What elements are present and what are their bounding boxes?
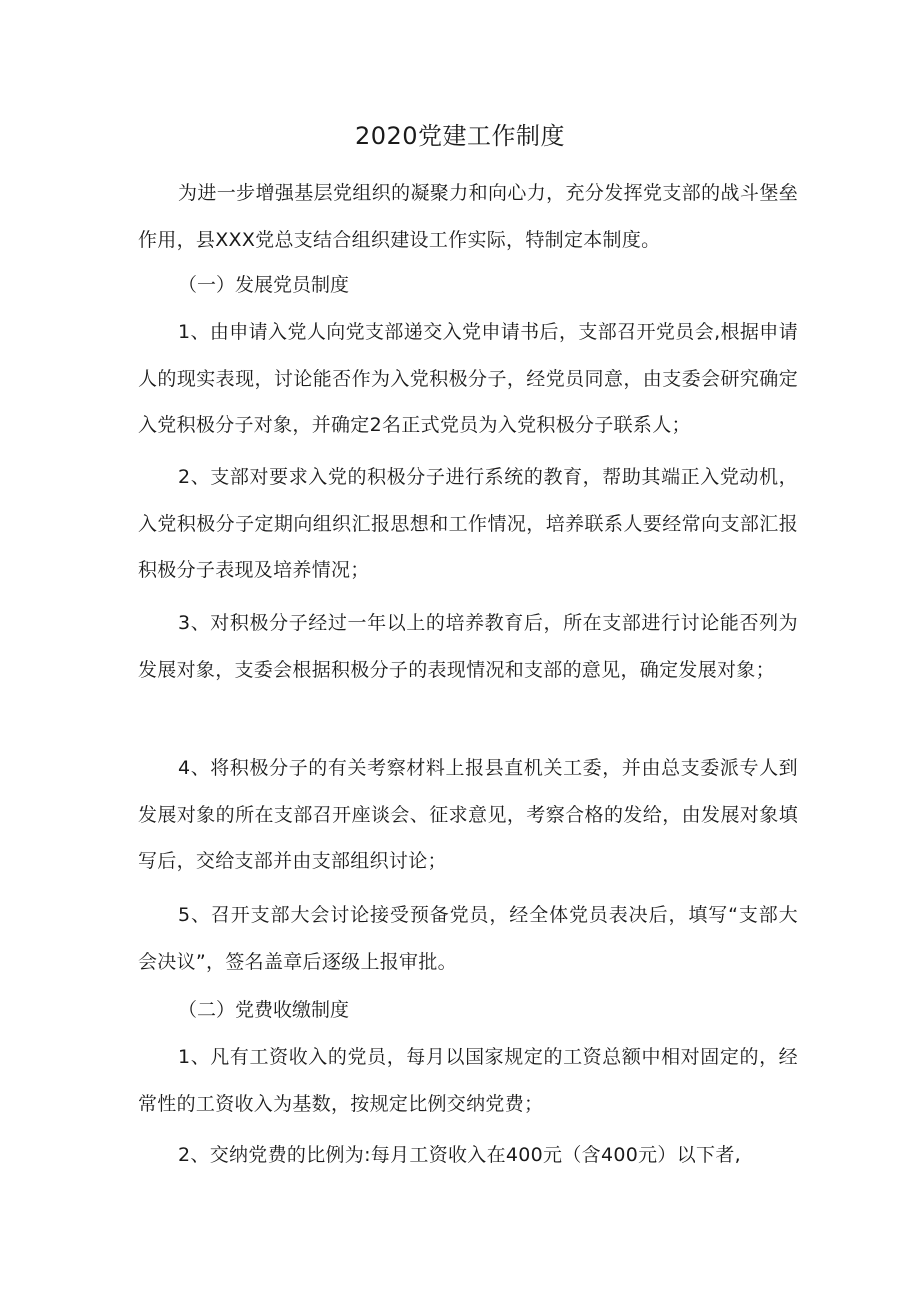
section-heading-party-fee-collection: （二）党费收缴制度 <box>178 999 350 1021</box>
section1-item-4: 4、将积极分子的有关考察材料上报县直机关工委，并由总支委派专人到发展对象的所在支部召开座谈会、征求意见，考察合格的发给，由发展对象填写后，交给支部并由支部组织讨论； <box>138 757 798 872</box>
document-title: 2020党建工作制度 <box>354 122 566 150</box>
intro-paragraph: 为进一步增强基层党组织的凝聚力和向心力，充分发挥党支部的战斗堡垒作用，县XXX党总支结合组织建设工作实际，特制定本制度。 <box>138 182 798 251</box>
section1-item-1: 1、由申请入党人向党支部递交入党申请书后，支部召开党员会,根据申请人的现实表现，讨论能否作为入党积极分子，经党员同意，由支委会研究确定入党积极分子对象，并确定2名正式党员为入党积极分子联系人； <box>138 321 798 436</box>
section1-item-2: 2、支部对要求入党的积极分子进行系统的教育，帮助其端正入党动机，入党积极分子定期向组织汇报思想和工作情况，培养联系人要经常向支部汇报积极分子表现及培养情况； <box>138 466 798 581</box>
section-heading-party-member-development: （一）发展党员制度 <box>178 274 350 296</box>
section1-item-3: 3、对积极分子经过一年以上的培养教育后，所在支部进行讨论能否列为发展对象，支委会根据积极分子的表现情况和支部的意见，确定发展对象； <box>138 612 798 681</box>
section2-item-1: 1、凡有工资收入的党员，每月以国家规定的工资总额中相对固定的，经常性的工资收入为基数，按规定比例交纳党费； <box>138 1046 798 1115</box>
section1-item-5: 5、召开支部大会讨论接受预备党员，经全体党员表决后，填写“支部大会决议”，签名盖章后逐级上报审批。 <box>138 904 798 973</box>
section2-item-2: 2、交纳党费的比例为:每月工资收入在400元（含400元）以下者, <box>178 1144 741 1166</box>
